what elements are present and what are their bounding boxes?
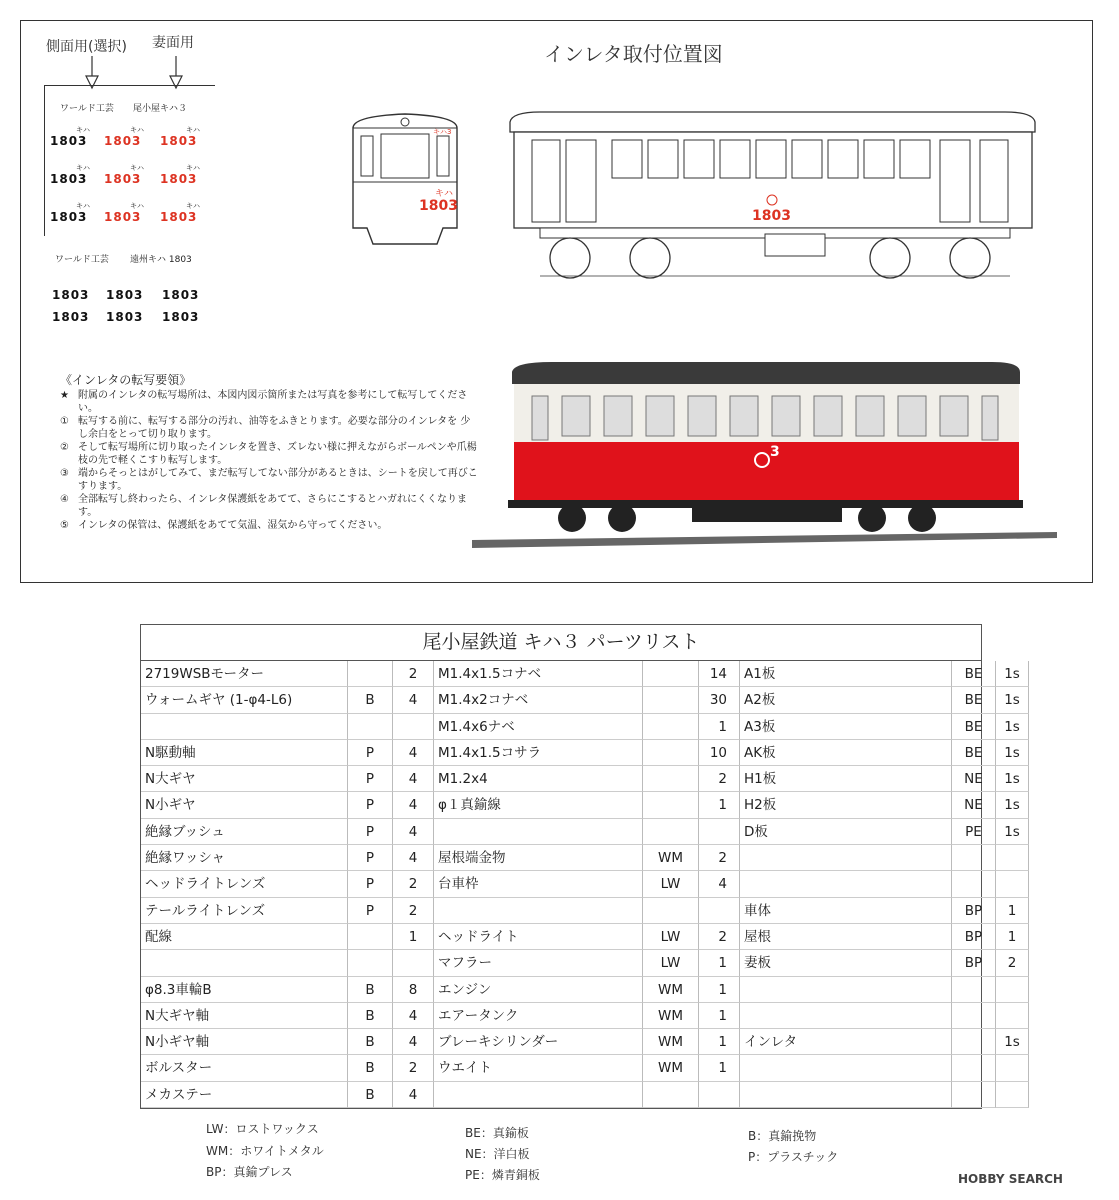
parts-cell bbox=[952, 1055, 996, 1081]
parts-cell bbox=[348, 950, 393, 976]
parts-cell: ブレーキシリンダー bbox=[434, 1029, 643, 1055]
instructions-heading: 《インレタの転写要領》 bbox=[60, 373, 192, 387]
decal-kiha-mark: キハ bbox=[130, 202, 144, 210]
decal-number: 1803 bbox=[162, 310, 200, 324]
svg-text:キハ3: キハ3 bbox=[433, 128, 452, 136]
decal-number: 1803 bbox=[104, 172, 142, 186]
model-photo bbox=[472, 360, 1057, 550]
side-car-number: 1803 bbox=[752, 208, 791, 224]
parts-cell: B bbox=[348, 1055, 393, 1081]
parts-cell bbox=[348, 714, 393, 740]
decal-number: 1803 bbox=[160, 172, 198, 186]
parts-cell bbox=[996, 1003, 1029, 1029]
decal-number: 1803 bbox=[160, 210, 198, 224]
decal-number: 1803 bbox=[160, 134, 198, 148]
parts-cell bbox=[348, 661, 393, 687]
svg-text:キハ: キハ bbox=[435, 189, 454, 199]
parts-cell: WM bbox=[643, 1055, 699, 1081]
decal-set2-maker: ワールド工芸 bbox=[55, 255, 109, 265]
parts-cell bbox=[952, 871, 996, 897]
parts-cell: テールライトレンズ bbox=[141, 898, 348, 924]
decal-kiha-mark: キハ bbox=[130, 126, 144, 134]
parts-cell: M1.4x2コナベ bbox=[434, 687, 643, 713]
instruction-marker: ⑤ bbox=[60, 520, 69, 531]
parts-cell: N小ギヤ bbox=[141, 792, 348, 818]
parts-cell bbox=[952, 845, 996, 871]
parts-cell: 1 bbox=[699, 1055, 740, 1081]
parts-cell: 2 bbox=[699, 845, 740, 871]
parts-cell: P bbox=[348, 871, 393, 897]
parts-cell: 4 bbox=[393, 766, 434, 792]
parts-cell bbox=[643, 766, 699, 792]
parts-cell: M1.4x1.5コナベ bbox=[434, 661, 643, 687]
parts-cell: 1s bbox=[996, 714, 1029, 740]
parts-cell: 1 bbox=[996, 924, 1029, 950]
parts-cell: 1 bbox=[699, 1003, 740, 1029]
parts-cell: インレタ bbox=[740, 1029, 952, 1055]
end-label: 妻面用 bbox=[152, 35, 194, 51]
decal-number: 1803 bbox=[106, 310, 144, 324]
parts-cell: 4 bbox=[393, 792, 434, 818]
parts-cell: メカステー bbox=[141, 1082, 348, 1108]
parts-cell: 1 bbox=[996, 898, 1029, 924]
parts-cell: LW bbox=[643, 950, 699, 976]
parts-cell bbox=[952, 977, 996, 1003]
legend-bp: BP：真鍮プレス bbox=[206, 1165, 293, 1179]
parts-cell: φ１真鍮線 bbox=[434, 792, 643, 818]
parts-cell bbox=[996, 977, 1029, 1003]
parts-cell: マフラー bbox=[434, 950, 643, 976]
parts-cell: NE bbox=[952, 766, 996, 792]
parts-cell: ウォームギヤ (1-φ4-L6) bbox=[141, 687, 348, 713]
parts-cell bbox=[996, 1082, 1029, 1108]
parts-cell: 2719WSBモーター bbox=[141, 661, 348, 687]
parts-cell bbox=[952, 1029, 996, 1055]
parts-cell: N駆動軸 bbox=[141, 740, 348, 766]
parts-cell: D板 bbox=[740, 819, 952, 845]
parts-cell: 1s bbox=[996, 792, 1029, 818]
parts-cell: LW bbox=[643, 924, 699, 950]
parts-cell bbox=[643, 687, 699, 713]
decal-kiha-mark: キハ bbox=[186, 164, 200, 172]
parts-cell bbox=[996, 1055, 1029, 1081]
parts-cell: WM bbox=[643, 845, 699, 871]
parts-cell: 1s bbox=[996, 687, 1029, 713]
decal-kiha-mark: キハ bbox=[186, 202, 200, 210]
parts-cell: 1 bbox=[699, 1029, 740, 1055]
legend-lw: LW：ロストワックス bbox=[206, 1122, 319, 1136]
hobby-search-watermark: HOBBY SEARCH bbox=[958, 1172, 1063, 1186]
parts-cell: 1s bbox=[996, 766, 1029, 792]
parts-cell: 1 bbox=[393, 924, 434, 950]
parts-cell bbox=[434, 819, 643, 845]
parts-cell: 4 bbox=[393, 1082, 434, 1108]
parts-cell: 1 bbox=[699, 792, 740, 818]
legend-b: B：真鍮挽物 bbox=[748, 1129, 817, 1143]
decal-kiha-mark: キハ bbox=[76, 202, 90, 210]
parts-cell bbox=[434, 898, 643, 924]
parts-cell bbox=[996, 871, 1029, 897]
parts-cell: エンジン bbox=[434, 977, 643, 1003]
parts-cell: M1.4x1.5コサラ bbox=[434, 740, 643, 766]
decal-number: 1803 bbox=[162, 288, 200, 302]
parts-cell: ヘッドライトレンズ bbox=[141, 871, 348, 897]
parts-cell bbox=[643, 819, 699, 845]
parts-cell: BE bbox=[952, 661, 996, 687]
parts-cell: N大ギヤ軸 bbox=[141, 1003, 348, 1029]
decal-number: 1803 bbox=[50, 134, 88, 148]
parts-cell: 4 bbox=[393, 687, 434, 713]
parts-cell: LW bbox=[643, 871, 699, 897]
decal-number: 1803 bbox=[52, 288, 90, 302]
parts-cell bbox=[643, 714, 699, 740]
parts-cell: A2板 bbox=[740, 687, 952, 713]
transfer-instructions bbox=[60, 374, 480, 532]
parts-cell bbox=[740, 1003, 952, 1029]
parts-cell: 1s bbox=[996, 819, 1029, 845]
parts-cell: 4 bbox=[699, 871, 740, 897]
parts-cell bbox=[740, 977, 952, 1003]
parts-cell bbox=[740, 871, 952, 897]
parts-cell: 1 bbox=[699, 977, 740, 1003]
photo-car-number: 3 bbox=[770, 444, 780, 460]
parts-cell: 4 bbox=[393, 740, 434, 766]
parts-list-title: 尾小屋鉄道 キハ３ パーツリスト bbox=[141, 625, 981, 661]
parts-cell: BE bbox=[952, 740, 996, 766]
instruction-line bbox=[60, 441, 480, 467]
instruction-line bbox=[60, 389, 480, 415]
parts-cell bbox=[740, 1055, 952, 1081]
instruction-text: そして転写場所に切り取ったインレタを置き、ズレない様に押えながらボールペンや爪楊枝の先で軽くこすり転写します。 bbox=[78, 442, 477, 466]
parts-cell: P bbox=[348, 766, 393, 792]
parts-cell: 1s bbox=[996, 740, 1029, 766]
instruction-marker: ④ bbox=[60, 494, 69, 505]
instruction-marker: ③ bbox=[60, 468, 69, 479]
parts-cell: BP bbox=[952, 950, 996, 976]
parts-cell: 2 bbox=[996, 950, 1029, 976]
parts-cell: N小ギヤ軸 bbox=[141, 1029, 348, 1055]
parts-list-table bbox=[140, 624, 1020, 1109]
parts-cell bbox=[643, 740, 699, 766]
parts-cell: B bbox=[348, 1003, 393, 1029]
parts-cell bbox=[740, 1082, 952, 1108]
parts-cell: 2 bbox=[699, 924, 740, 950]
parts-cell: ボルスター bbox=[141, 1055, 348, 1081]
parts-cell: P bbox=[348, 792, 393, 818]
instruction-text: 転写する前に、転写する部分の汚れ、油等をふきとります。必要な部分のインレタを 少し余白をとって切り取ります。 bbox=[78, 416, 471, 440]
parts-cell: A3板 bbox=[740, 714, 952, 740]
instruction-text: 附属のインレタの転写場所は、本図内図示箇所または写真を参考にして転写してください。 bbox=[78, 390, 468, 414]
parts-cell: 配線 bbox=[141, 924, 348, 950]
parts-cell: A1板 bbox=[740, 661, 952, 687]
decal-set2-name: 遠州キハ 1803 bbox=[130, 255, 192, 265]
decal-set1-name: 尾小屋キハ３ bbox=[133, 104, 188, 114]
instruction-text: 全部転写し終わったら、インレタ保護紙をあてて、さらにこするとハガれにくくなります。 bbox=[78, 494, 468, 518]
parts-cell: 2 bbox=[393, 871, 434, 897]
instruction-line bbox=[60, 415, 480, 441]
legend-p: P：プラスチック bbox=[748, 1150, 839, 1164]
diagram-title: インレタ取付位置図 bbox=[544, 42, 723, 66]
decal-number: 1803 bbox=[104, 134, 142, 148]
parts-cell: P bbox=[348, 819, 393, 845]
parts-cell: 4 bbox=[393, 819, 434, 845]
parts-cell: 1s bbox=[996, 661, 1029, 687]
parts-cell bbox=[699, 819, 740, 845]
parts-cell: P bbox=[348, 845, 393, 871]
legend-be: BE：真鍮板 bbox=[465, 1126, 529, 1140]
decal-kiha-mark: キハ bbox=[186, 126, 200, 134]
parts-cell bbox=[643, 1082, 699, 1108]
parts-cell: エアータンク bbox=[434, 1003, 643, 1029]
parts-cell: NE bbox=[952, 792, 996, 818]
parts-cell: H1板 bbox=[740, 766, 952, 792]
parts-cell bbox=[740, 845, 952, 871]
parts-cell bbox=[996, 845, 1029, 871]
decal-number: 1803 bbox=[106, 288, 144, 302]
parts-cell: M1.4x6ナベ bbox=[434, 714, 643, 740]
side-label: 側面用(選択) bbox=[46, 39, 127, 55]
parts-cell bbox=[348, 924, 393, 950]
decal-number: 1803 bbox=[50, 210, 88, 224]
decal-kiha-mark: キハ bbox=[130, 164, 144, 172]
parts-cell: 2 bbox=[699, 766, 740, 792]
parts-cell: 屋根 bbox=[740, 924, 952, 950]
parts-cell bbox=[393, 714, 434, 740]
decal-set1-maker: ワールド工芸 bbox=[60, 104, 114, 114]
parts-cell: B bbox=[348, 1029, 393, 1055]
instruction-marker: ★ bbox=[60, 390, 69, 401]
parts-cell: P bbox=[348, 898, 393, 924]
parts-cell bbox=[952, 1082, 996, 1108]
parts-cell: 1 bbox=[699, 714, 740, 740]
parts-cell: 妻板 bbox=[740, 950, 952, 976]
parts-cell bbox=[699, 1082, 740, 1108]
legend-ne: NE：洋白板 bbox=[465, 1147, 530, 1161]
parts-cell: 絶縁ワッシャ bbox=[141, 845, 348, 871]
parts-cell bbox=[141, 714, 348, 740]
legend-pe: PE：燐青銅板 bbox=[465, 1168, 540, 1182]
parts-cell: 2 bbox=[393, 1055, 434, 1081]
parts-cell bbox=[699, 898, 740, 924]
instruction-text: 端からそっとはがしてみて、まだ転写してない部分があるときは、シートを戻して再びこすります。 bbox=[78, 468, 478, 492]
parts-cell: B bbox=[348, 977, 393, 1003]
parts-cell: 車体 bbox=[740, 898, 952, 924]
parts-cell: BP bbox=[952, 898, 996, 924]
parts-cell bbox=[643, 661, 699, 687]
parts-cell: BP bbox=[952, 924, 996, 950]
parts-cell bbox=[141, 950, 348, 976]
parts-cell: 4 bbox=[393, 1029, 434, 1055]
instruction-text: インレタの保管は、保護紙をあてて気温、湿気から守ってください。 bbox=[78, 520, 388, 531]
parts-cell: ウエイト bbox=[434, 1055, 643, 1081]
parts-cell: WM bbox=[643, 977, 699, 1003]
parts-cell bbox=[952, 1003, 996, 1029]
decal-number: 1803 bbox=[50, 172, 88, 186]
end-car-number: 1803 bbox=[419, 198, 458, 214]
decal-kiha-mark: キハ bbox=[76, 126, 90, 134]
side-view-drawing bbox=[500, 108, 1045, 288]
end-view-drawing bbox=[345, 110, 465, 250]
parts-cell: 1 bbox=[699, 950, 740, 976]
parts-cell: B bbox=[348, 1082, 393, 1108]
instruction-marker: ① bbox=[60, 416, 69, 427]
parts-cell bbox=[393, 950, 434, 976]
instruction-line bbox=[60, 493, 480, 519]
parts-cell bbox=[434, 1082, 643, 1108]
parts-cell: 絶縁ブッシュ bbox=[141, 819, 348, 845]
decal-number: 1803 bbox=[52, 310, 90, 324]
parts-cell: φ8.3車輪B bbox=[141, 977, 348, 1003]
legend-wm: WM：ホワイトメタル bbox=[206, 1144, 324, 1158]
parts-cell: 8 bbox=[393, 977, 434, 1003]
parts-cell: WM bbox=[643, 1029, 699, 1055]
parts-cell bbox=[643, 792, 699, 818]
parts-cell: 14 bbox=[699, 661, 740, 687]
parts-cell: AK板 bbox=[740, 740, 952, 766]
instruction-marker: ② bbox=[60, 442, 69, 453]
parts-cell: H2板 bbox=[740, 792, 952, 818]
parts-cell: N大ギヤ bbox=[141, 766, 348, 792]
parts-cell: 30 bbox=[699, 687, 740, 713]
parts-cell: 台車枠 bbox=[434, 871, 643, 897]
decal-number: 1803 bbox=[104, 210, 142, 224]
parts-cell: BE bbox=[952, 714, 996, 740]
instruction-line bbox=[60, 467, 480, 493]
parts-cell: ヘッドライト bbox=[434, 924, 643, 950]
parts-cell: BE bbox=[952, 687, 996, 713]
parts-cell: 2 bbox=[393, 898, 434, 924]
decal-kiha-mark: キハ bbox=[76, 164, 90, 172]
instruction-line bbox=[60, 519, 480, 532]
parts-cell: PE bbox=[952, 819, 996, 845]
parts-cell bbox=[643, 898, 699, 924]
parts-cell: 屋根端金物 bbox=[434, 845, 643, 871]
parts-cell: 1s bbox=[996, 1029, 1029, 1055]
parts-cell: WM bbox=[643, 1003, 699, 1029]
parts-cell: 4 bbox=[393, 1003, 434, 1029]
parts-cell: 4 bbox=[393, 845, 434, 871]
parts-cell: P bbox=[348, 740, 393, 766]
parts-cell: B bbox=[348, 687, 393, 713]
parts-cell: 10 bbox=[699, 740, 740, 766]
parts-cell: 2 bbox=[393, 661, 434, 687]
parts-cell: M1.2x4 bbox=[434, 766, 643, 792]
